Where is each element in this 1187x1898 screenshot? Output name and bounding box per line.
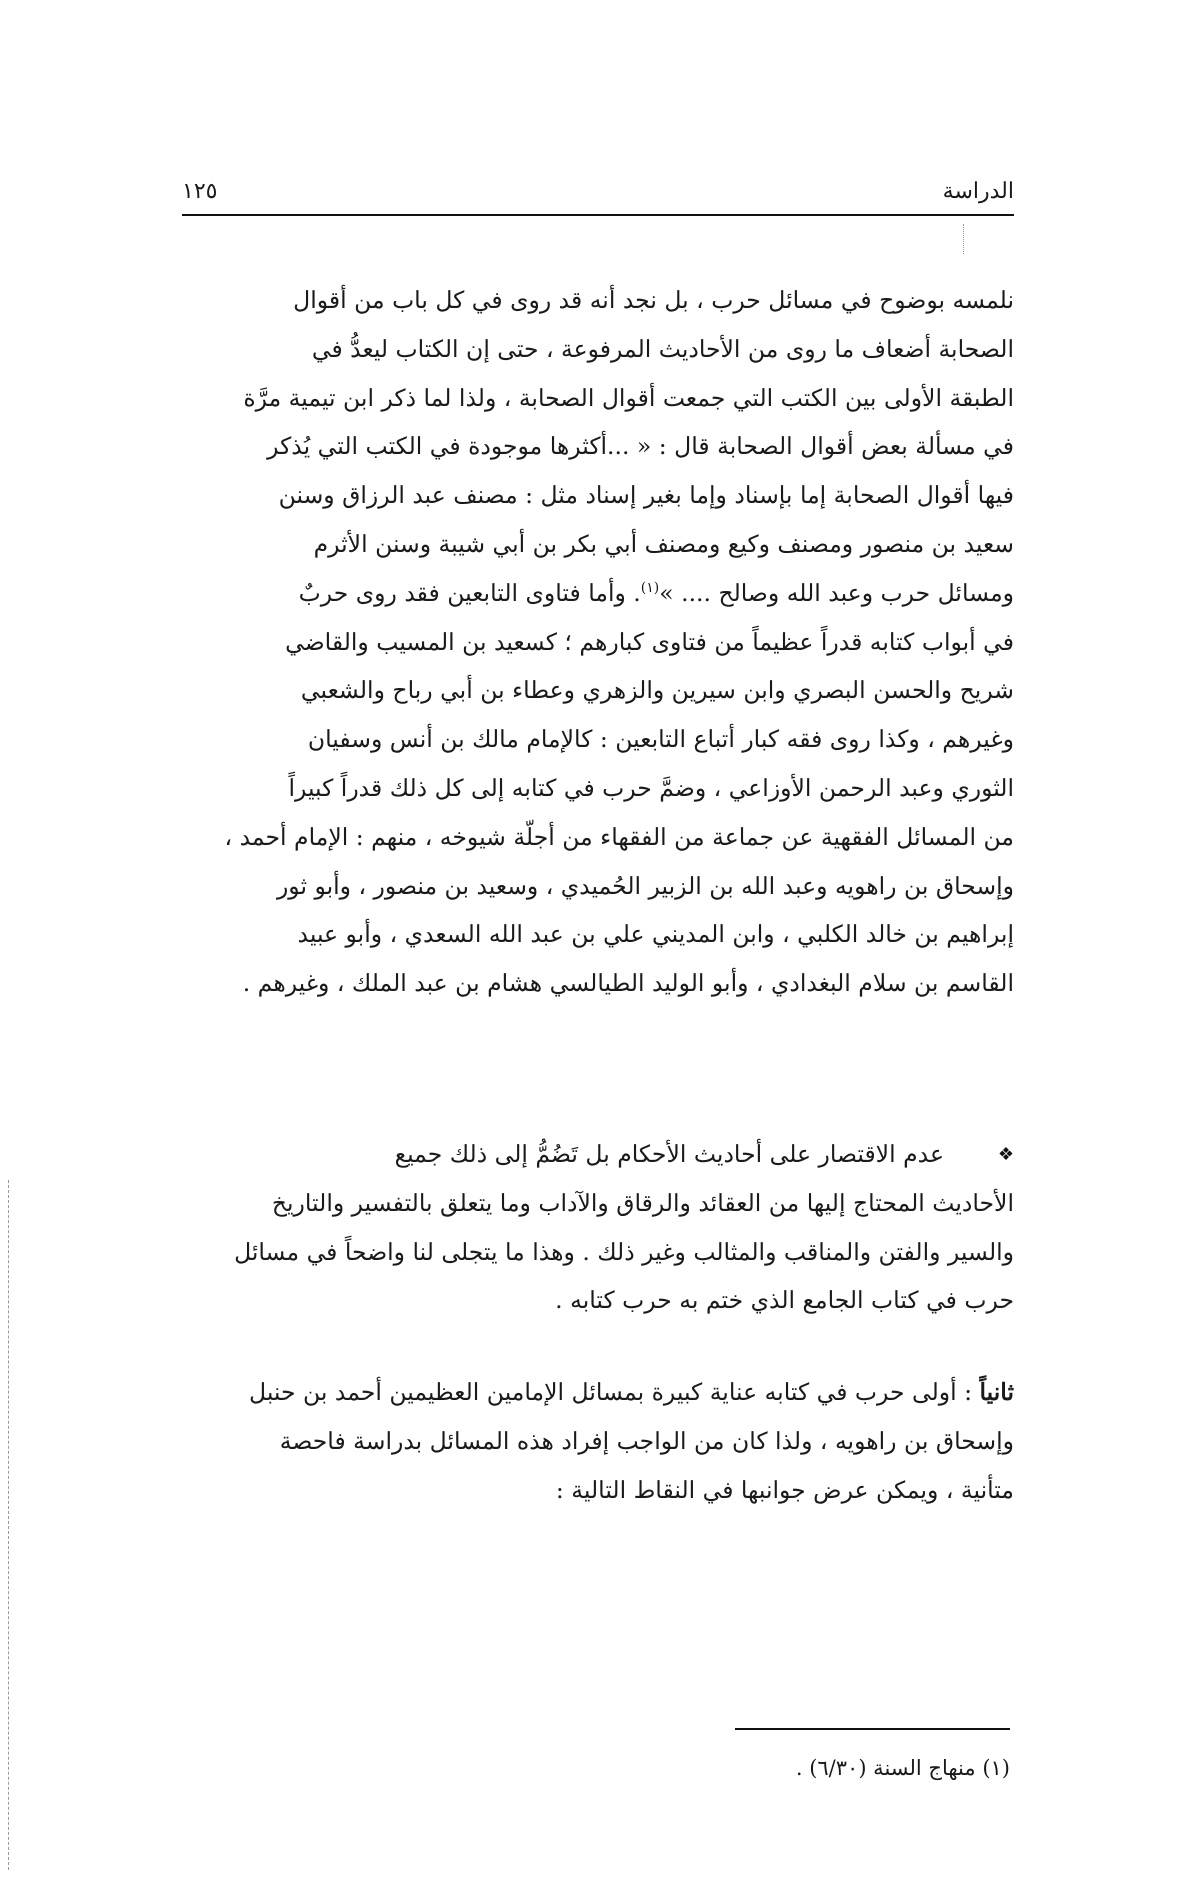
text-line: سعيد بن منصور ومصنف وكيع ومصنف أبي بكر بن أبي شيبة وسنن الأثرم [313,529,1014,558]
margin-mark [963,224,965,254]
footnote: (١) منهاج السنة (٦/٣٠) . [795,1756,1010,1780]
text-line: والسير والفتن والمناقب والمثالب وغير ذلك . وهذا ما يتجلى لنا واضحاً في مسائل [234,1237,1014,1266]
text-line: فيها أقوال الصحابة إما بإسناد وإما بغير إسناد مثل : مصنف عبد الرزاق وسنن [278,481,1014,510]
text-line: إبراهيم بن خالد الكلبي ، وابن المديني علي بن عبد الله السعدي ، وأبو عبيد [297,920,1014,949]
text-line: في مسألة بعض أقوال الصحابة قال : « ...أكثرها موجودة في الكتب التي يُذكر [267,432,1014,461]
bullet-paragraph [234,1130,1014,1325]
lead-continuation-text: : أولى حرب في كتابه عناية كبيرة بمسائل الإمامين العظيمين أحمد بن حنبل [249,1378,980,1406]
text-line: متأنية ، ويمكن عرض جوانبها في النقاط التالية : [555,1475,1014,1504]
diamond-bullet-icon: ❖ [997,1144,1014,1165]
text-line-with-lead [182,1368,1014,1417]
page-number: ١٢٥ [182,179,218,204]
footnote-reference: (١) [640,579,660,596]
text-line: عدم الاقتصار على أحاديث الأحكام بل تَضُمُّ إلى ذلك جميع [394,1140,944,1168]
quote-end-text: ومسائل حرب وعبد الله وصالح .... » [659,578,1014,607]
text-line: الثوري وعبد الرحمن الأوزاعي ، وضمَّ حرب في كتابه إلى كل ذلك قدراً كبيراً [288,773,1014,802]
text-line: الطبقة الأولى بين الكتب التي جمعت أقوال الصحابة ، ولذا لما ذكر ابن تيمية مرَّة [243,383,1014,412]
text-line: وإسحاق بن راهويه ، ولذا كان من الواجب إفراد هذه المسائل بدراسة فاحصة [279,1426,1014,1455]
text-line: شريح والحسن البصري وابن سيرين والزهري وعطاء بن أبي رباح والشعبي [300,676,1014,705]
text-line: في أبواب كتابه قدراً عظيماً من فتاوى كبارهم ؛ كسعيد بن المسيب والقاضي [285,627,1014,656]
text-line: القاسم بن سلام البغدادي ، وأبو الوليد الطيالسي هشام بن عبد الملك ، وغيرهم . [242,969,1014,998]
text-line: نلمسه بوضوح في مسائل حرب ، بل نجد أنه قد روى في كل باب من أقوال [293,286,1014,314]
text-line: الأحاديث المحتاج إليها من العقائد والرقاق والآداب وما يتعلق بالتفسير والتاريخ [271,1188,1014,1217]
paragraph-tafsir-and-companions [182,276,1014,1008]
footnote-divider [735,1728,1010,1730]
text-line: الصحابة أضعاف ما روى من الأحاديث المرفوعة ، حتى إن الكتاب ليعدُّ في [311,334,1014,363]
quote-continuation-text: . وأما فتاوى التابعين فقد روى حربٌ [298,578,641,607]
text-line: وغيرهم ، وكذا روى فقه كبار أتباع التابعين : كالإمام مالك بن أنس وسفيان [307,725,1014,754]
text-line: وإسحاق بن راهويه وعبد الله بن الزبير الحُميدي ، وسعيد بن منصور ، وأبو ثور [276,871,1014,900]
paragraph-lead: ثانياً [979,1378,1014,1406]
paragraph-second-point [182,1368,1014,1514]
page-edge-mark [8,1180,10,1870]
text-line: من المسائل الفقهية عن جماعة من الفقهاء من أجلّة شيوخه ، منهم : الإمام أحمد ، [224,822,1014,851]
text-line-with-footnote-ref [182,569,1014,618]
section-title: الدراسة [942,179,1014,204]
running-header [182,174,1014,216]
text-line: حرب في كتاب الجامع الذي ختم به حرب كتابه . [555,1286,1014,1315]
